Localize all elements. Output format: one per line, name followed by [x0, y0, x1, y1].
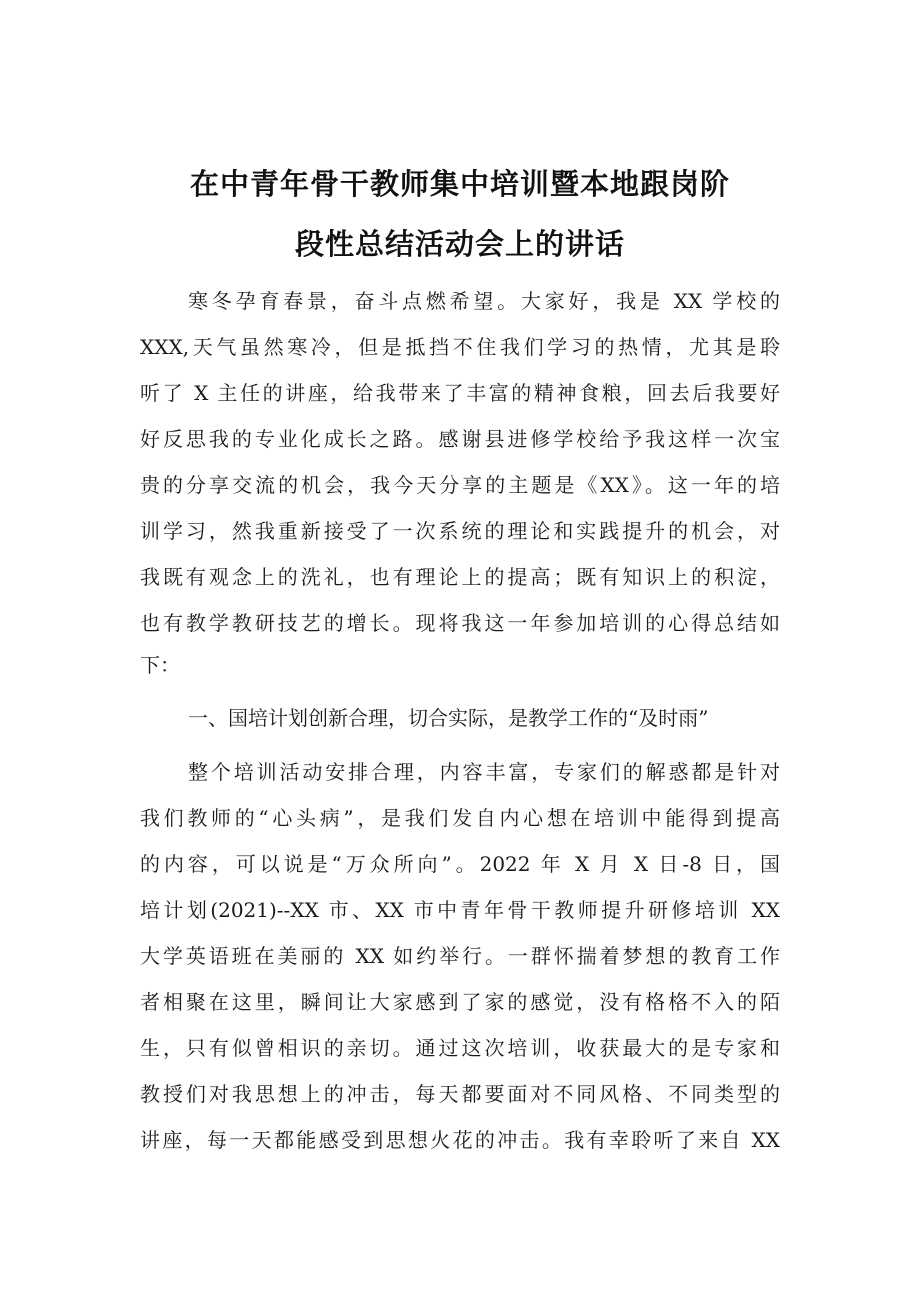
paragraph-line: 下： [140, 653, 180, 677]
paragraph-line: 的内容，可以说是“万众所向”。2022 年 X 月 X 日-8 日，国 [140, 852, 780, 876]
paragraph-line: 寒冬孕育春景，奋斗点燃希望。大家好，我是 XX 学校的 [188, 289, 780, 313]
paragraph-line: 生，只有似曾相识的亲切。通过这次培训，收获最大的是专家和 [140, 1036, 780, 1060]
paragraph-line: 教授们对我思想上的冲击，每天都要面对不同风格、不同类型的 [140, 1082, 780, 1106]
paragraph-line: 讲座，每一天都能感受到思想火花的冲击。我有幸聆听了来自 XX [140, 1128, 780, 1152]
paragraph-line: 者相聚在这里，瞬间让大家感到了家的感觉，没有格格不入的陌 [140, 990, 780, 1014]
paragraph-line: XXX,天气虽然寒冷，但是抵挡不住我们学习的热情，尤其是聆 [140, 335, 780, 359]
paragraph-line: 贵的分享交流的机会，我今天分享的主题是《XX》。这一年的培 [140, 473, 780, 497]
paragraph-line: 听了 X 主任的讲座，给我带来了丰富的精神食粮，回去后我要好 [140, 381, 780, 405]
paragraph-line: 我们教师的“心头病”，是我们发自内心想在培训中能得到提高 [140, 806, 780, 830]
paragraph-line: 训学习，然我重新接受了一次系统的理论和实践提升的机会，对 [140, 519, 780, 543]
paragraph-line: 好反思我的专业化成长之路。感谢县进修学校给予我这样一次宝 [140, 427, 780, 451]
document-title-line-2: 段性总结活动会上的讲话 [294, 227, 625, 261]
paragraph-line: 培计划(2021)--XX 市、XX 市中青年骨干教师提升研修培训 XX [140, 898, 780, 922]
document-title-line-1: 在中青年骨干教师集中培训暨本地跟岗阶 [189, 167, 730, 201]
paragraph-line: 大学英语班在美丽的 XX 如约举行。一群怀揣着梦想的教育工作 [140, 944, 780, 968]
paragraph-line: 也有教学教研技艺的增长。现将我这一年参加培训的心得总结如 [140, 611, 780, 635]
section-heading: 一、国培计划创新合理，切合实际，是教学工作的“及时雨” [188, 706, 709, 730]
paragraph-line: 整个培训活动安排合理，内容丰富，专家们的解惑都是针对 [188, 760, 780, 784]
paragraph-line: 我既有观念上的洗礼，也有理论上的提高；既有知识上的积淀， [140, 565, 780, 589]
